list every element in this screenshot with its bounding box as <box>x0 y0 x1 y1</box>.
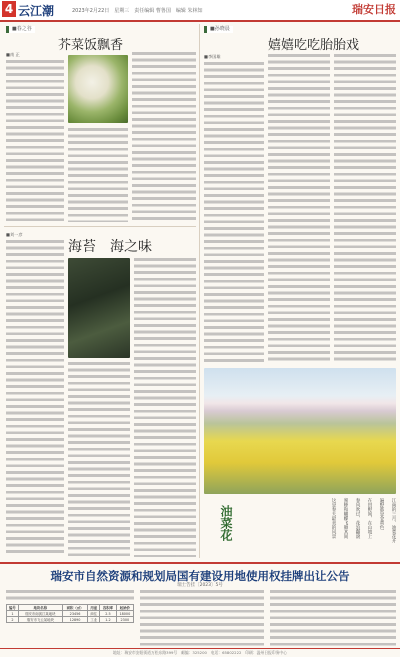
poem-title: 油菜花 <box>219 505 233 541</box>
seaweed-photo <box>68 258 130 358</box>
poem-line: 这是春天最美的风景 <box>331 498 336 539</box>
article-body-xixi-col3 <box>334 54 396 364</box>
poem-body <box>240 498 396 558</box>
poem-line: 在田野间，在山坡上 <box>367 498 372 539</box>
poem-line: 遍野都是金黄色 <box>379 498 384 530</box>
section-tag-right: ■孙晓晨 <box>204 26 233 33</box>
article-body-xixi-col2 <box>268 54 330 364</box>
table-cell: 1.2 <box>100 617 116 623</box>
table-row <box>7 617 134 623</box>
page-header <box>0 0 400 22</box>
poem-line: 蜜蜂和蝴蝶飞舞其间 <box>343 498 348 539</box>
article-body-xixi-col1 <box>204 54 264 364</box>
notice-divider <box>0 562 400 564</box>
article-lead: ■李国雄 <box>204 54 221 59</box>
table-cell: 瑞安市飞云某地块 <box>18 617 62 623</box>
article-lead: ■刘一彦 <box>6 232 23 237</box>
article-body-haitai-col3 <box>134 258 196 557</box>
column-divider <box>199 24 200 558</box>
article-body-haitai-col2 <box>68 362 130 557</box>
page-footer: 地址：瑞安市安阳街道万松东路399号 邮编：325200 电话：65802222 印刷：温州日报印务中心 <box>0 648 400 657</box>
notice-title: 瑞安市自然资源和规划局国有建设用地使用权挂牌出让公告 <box>50 569 350 583</box>
page-number: 4 <box>2 1 16 17</box>
article-title-xixi: 嬉嬉吃吃胎胎戏 <box>268 38 360 53</box>
notice-body-col3 <box>270 590 396 646</box>
table-header: 地块名称 <box>18 605 62 611</box>
table-cell: 12890 <box>62 617 88 623</box>
table-cell: 商住 <box>88 611 100 617</box>
table-cell: 1 <box>7 611 19 617</box>
table-cell: 2 <box>7 617 19 623</box>
article-title-jiecai: 芥菜饭飘香 <box>58 38 124 53</box>
table-header: 起始价 <box>116 605 133 611</box>
article-body-jiecai-col2 <box>68 128 128 222</box>
table-cell: 瑞安市南滨江某地块 <box>18 611 62 617</box>
section-tag-left: ■春之谷 <box>6 26 35 33</box>
table-cell: 23456 <box>62 611 88 617</box>
poem-line: 春风吹过，花浪翻滚 <box>355 498 360 539</box>
table-header: 容积率 <box>100 605 116 611</box>
rapeseed-field-photo <box>204 368 396 494</box>
issue-meta: 2023年2月22日 星期三 责任编辑 曹鲁国 编辑 朱林知 <box>72 8 203 14</box>
table-cell: 工业 <box>88 617 100 623</box>
notice-body-intro <box>6 590 134 602</box>
article-body-jiecai-col1 <box>6 52 64 222</box>
table-cell: 2300 <box>116 617 133 623</box>
masthead-logo: 瑞安日报 <box>352 3 396 16</box>
article-title-haitai: 海苔 海之味 <box>68 239 152 255</box>
article-lead: ■南 正 <box>6 52 20 57</box>
table-header: 编号 <box>7 605 19 611</box>
section-name: 云江潮 <box>18 4 55 18</box>
table-cell: 18000 <box>116 611 133 617</box>
notice-subtitle: 瑞土告挂〔2023〕5号 <box>177 583 223 588</box>
table-cell: 2.5 <box>100 611 116 617</box>
article-body-jiecai-col3 <box>132 52 196 222</box>
article-body-haitai-col1 <box>6 232 64 557</box>
table-header: 面积（㎡） <box>62 605 88 611</box>
table-header: 用途 <box>88 605 100 611</box>
poem-line: 江南的三月，油菜花开 <box>391 498 396 543</box>
rice-photo <box>68 55 128 123</box>
section-divider <box>4 226 196 227</box>
notice-body-col2 <box>140 590 264 646</box>
notice-table <box>6 604 134 623</box>
